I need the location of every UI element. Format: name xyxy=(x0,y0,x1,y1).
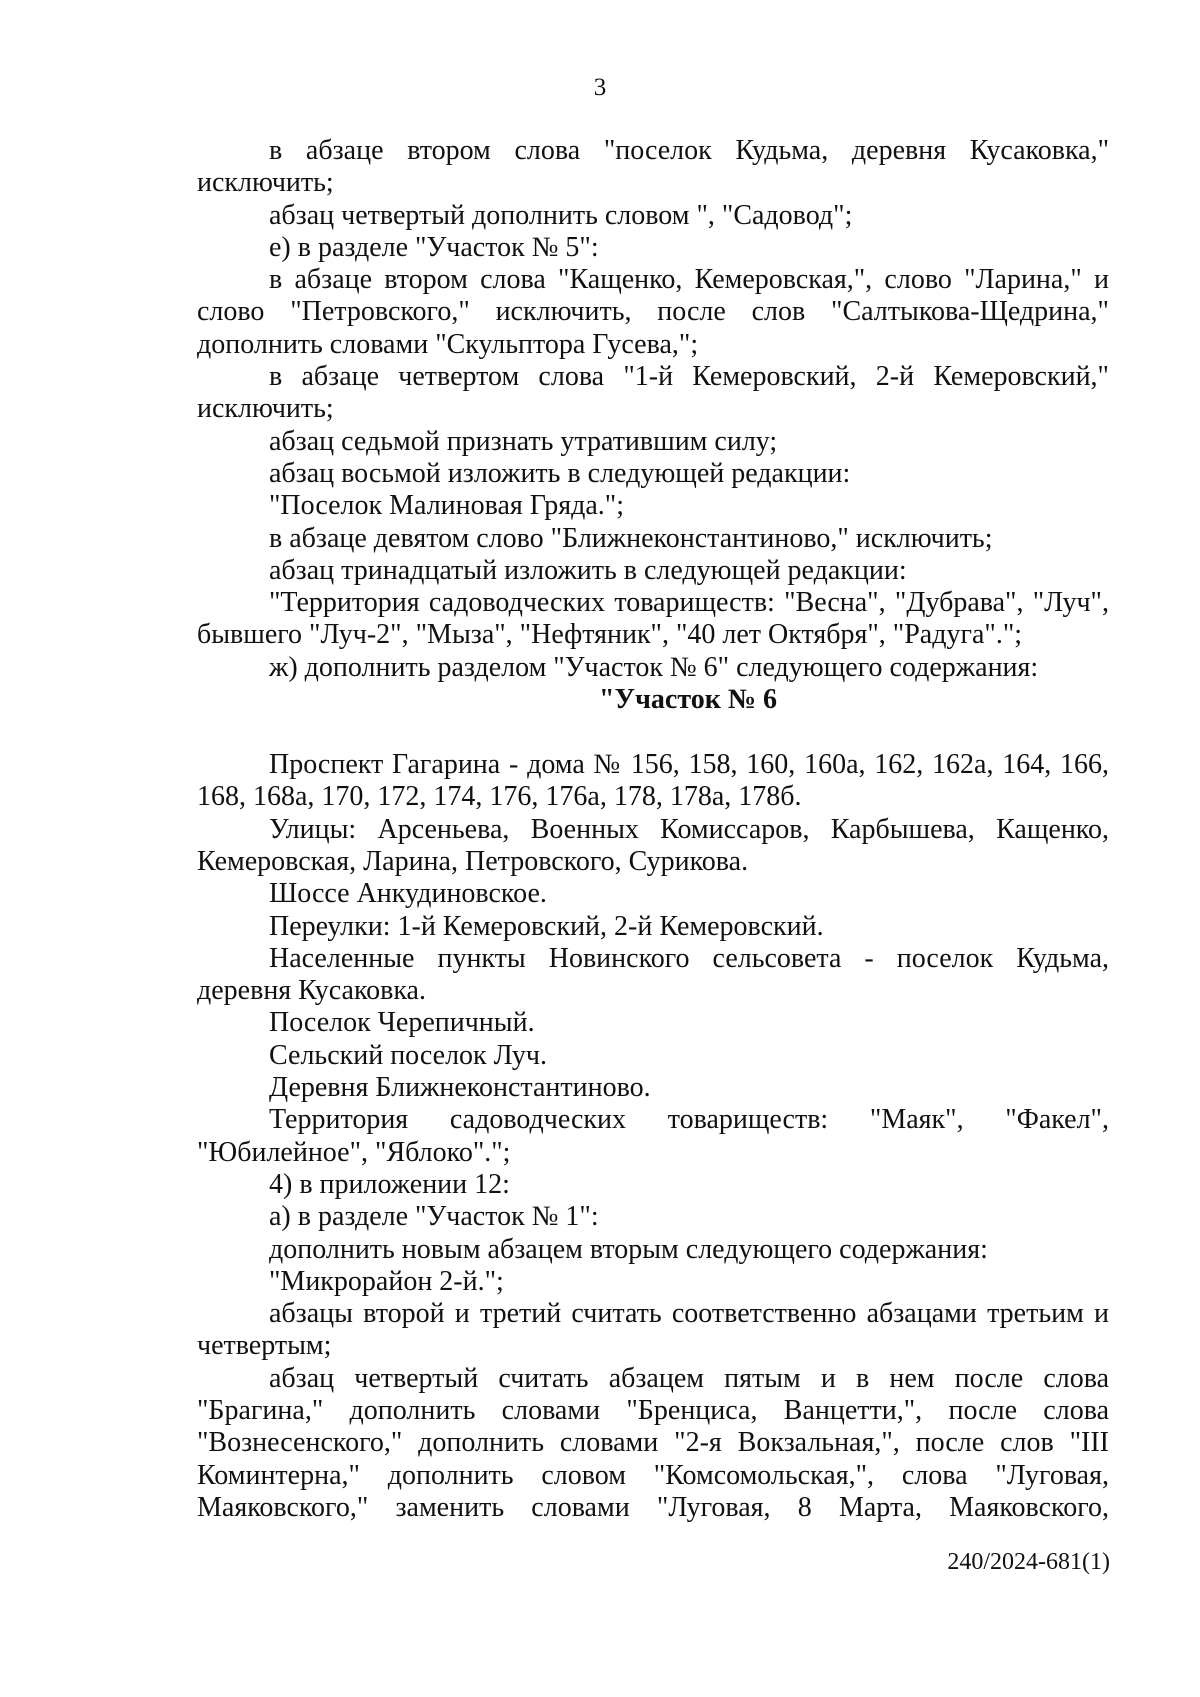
paragraph: абзац восьмой изложить в следующей редакции: xyxy=(269,457,851,489)
paragraph: "Микрорайон 2-й."; xyxy=(269,1265,504,1297)
section-title: "Участок № 6 xyxy=(599,684,777,716)
paragraph: в абзаце втором слова "поселок Кудьма, деревня Кусаковка," исключить; xyxy=(197,135,1109,199)
paragraph: Шоссе Анкудиновское. xyxy=(269,878,547,910)
paragraph: Переулки: 1-й Кемеровский, 2-й Кемеровский. xyxy=(269,910,824,942)
paragraph: а) в разделе "Участок № 1": xyxy=(269,1201,599,1233)
document-body xyxy=(197,135,1109,1524)
paragraph: е) в разделе "Участок № 5": xyxy=(269,231,599,263)
paragraph: Территория садоводческих товариществ: "Маяк", "Факел", "Юбилейное", "Яблоко"."; xyxy=(197,1104,1109,1168)
paragraph: в абзаце девятом слово "Ближнеконстантиново," исключить; xyxy=(269,522,993,554)
spacer xyxy=(197,716,1109,749)
paragraph: ж) дополнить разделом "Участок № 6" следующего содержания: xyxy=(269,651,1039,683)
paragraph: Деревня Ближнеконстантиново. xyxy=(269,1072,651,1104)
paragraph: 4) в приложении 12: xyxy=(269,1168,510,1200)
paragraph: Улицы: Арсеньева, Военных Комиссаров, Карбышева, Кащенко, Кемеровская, Ларина, Петровского, Сурикова. xyxy=(197,813,1109,877)
paragraph: в абзаце четвертом слова "1-й Кемеровский, 2-й Кемеровский," исключить; xyxy=(197,361,1109,425)
paragraph: абзац четвертый считать абзацем пятым и в нем после слова "Брагина," дополнить словами "Бренциса, Ванцетти,", после слова "Вознесенского," дополнить словами "2-я Вокзальная,", после слов "III Коминтерна," дополнить словом "Комсомольская,", слова "Луговая, Маяковского," заменить словами "Луговая, 8 Марта, Маяковского, xyxy=(197,1362,1109,1523)
paragraph: абзацы второй и третий считать соответственно абзацами третьим и четвертым; xyxy=(197,1298,1109,1362)
paragraph: Населенные пункты Новинского сельсовета - поселок Кудьма, деревня Кусаковка. xyxy=(197,942,1109,1007)
paragraph: "Поселок Малиновая Гряда."; xyxy=(269,490,624,522)
paragraph: абзац тринадцатый изложить в следующей редакции: xyxy=(269,554,907,586)
page-number: 3 xyxy=(593,74,607,101)
paragraph: дополнить новым абзацем вторым следующего содержания: xyxy=(269,1233,988,1265)
paragraph: абзац четвертый дополнить словом ", "Садовод"; xyxy=(269,199,853,231)
document-code: 240/2024-681(1) xyxy=(947,1549,1110,1575)
paragraph: "Территория садоводческих товариществ: "Весна", "Дубрава", "Луч", бывшего "Луч-2", "Мыза", "Нефтяник", "40 лет Октября", "Радуга"."; xyxy=(197,587,1109,651)
paragraph: в абзаце втором слова "Кащенко, Кемеровская,", слово "Ларина," и слово "Петровского," исключить, после слов "Салтыкова-Щедрина," дополнить словами "Скульптора Гусева,"; xyxy=(197,264,1109,360)
paragraph: Сельский поселок Луч. xyxy=(269,1039,548,1071)
paragraph: Поселок Черепичный. xyxy=(269,1007,535,1039)
paragraph: абзац седьмой признать утратившим силу; xyxy=(269,425,778,457)
paragraph: Проспект Гагарина - дома № 156, 158, 160, 160а, 162, 162а, 164, 166, 168, 168а, 170, 172, 174, 176, 176а, 178, 178а, 178б. xyxy=(197,749,1109,813)
